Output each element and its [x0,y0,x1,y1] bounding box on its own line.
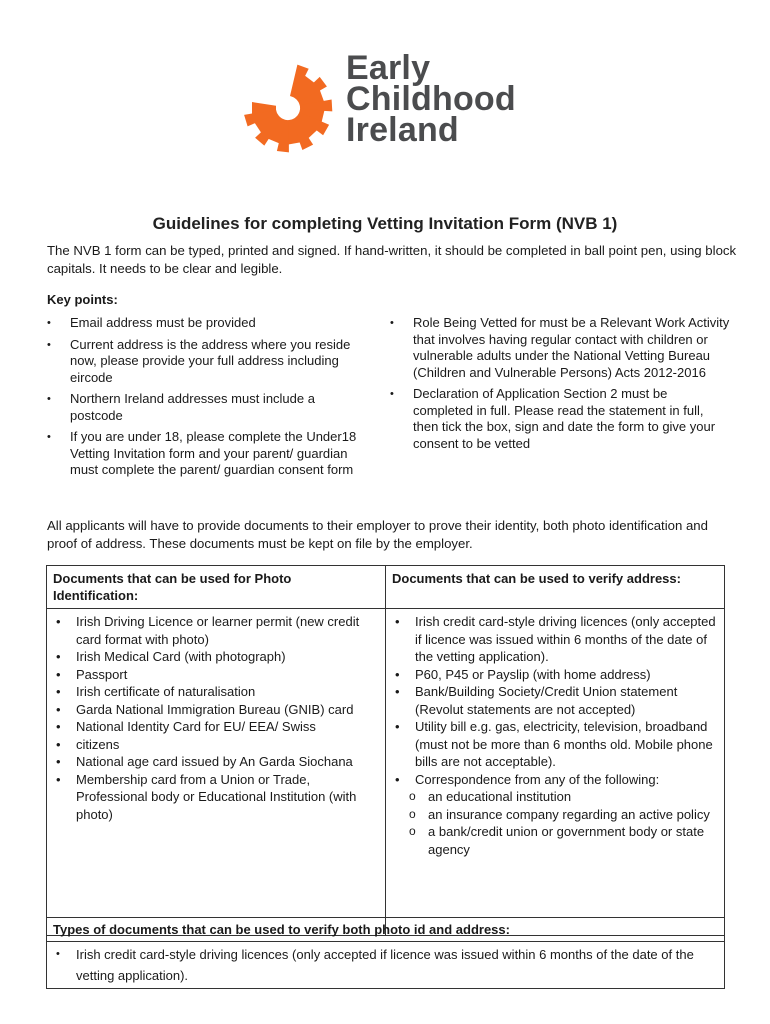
list-item: • Irish Medical Card (with photograph) [51,648,381,666]
photo-id-cell [47,609,386,936]
address-header: Documents that can be used to verify address: [386,566,725,609]
key-point: • Declaration of Application Section 2 must be completed in full. Please read the statement in full, then tick the box, sign and date the form to give your consent to be vetted [390,386,730,452]
logo-line: Ireland [346,111,459,149]
list-item: • National Identity Card for EU/ EEA/ Swiss [51,718,381,736]
list-item: • Irish credit card-style driving licences (only accepted if licence was issued within 6 months of the date of the vetting application). [390,613,720,666]
key-point: • Role Being Vetted for must be a Relevant Work Activity that involves having regular contact with children or vulnerable adults under the National Vetting Bureau (Children and Vulnerable Persons) Acts 2012-2016 [390,315,730,381]
list-item: • Irish certificate of naturalisation [51,683,381,701]
both-header: Types of documents that can be used to verify both photo id and address: [47,918,725,942]
list-item: • Irish credit card-style driving licences (only accepted if licence was issued within 6 months of the date of the vetting application). [51,944,720,986]
address-cell [386,609,725,936]
applicants-paragraph: All applicants will have to provide documents to their employer to prove their identity, both photo identification and proof of address. These documents must be kept on file by the employer. [47,518,708,551]
both-documents-table [46,917,725,989]
list-item: • Garda National Immigration Bureau (GNIB) card [51,701,381,719]
list-item: • P60, P45 or Payslip (with home address) [390,666,720,684]
sub-list-item: o an insurance company regarding an active policy [404,806,720,824]
list-item: • citizens [51,736,381,754]
list-item: • Passport [51,666,381,684]
key-point: • Current address is the address where you reside now, please provide your full address including eircode [47,337,357,387]
logo-line: Childhood [346,80,516,118]
sunburst-logo-icon [226,50,338,160]
documents-table [46,565,725,936]
logo-wordmark [346,49,516,149]
sub-list-item: o an educational institution [404,788,720,806]
key-point: • If you are under 18, please complete the Under18 Vetting Invitation form and your parent/ guardian must complete the parent/ guardian consent form [47,429,357,479]
key-point: • Northern Ireland addresses must include a postcode [47,391,357,424]
list-item: • Bank/Building Society/Credit Union statement (Revolut statements are not accepted) [390,683,720,718]
sub-list-item: o a bank/credit union or government body or state agency [404,823,720,858]
list-item: • National age card issued by An Garda Siochana [51,753,381,771]
list-item: • Irish Driving Licence or learner permit (new credit card format with photo) [51,613,381,648]
photo-id-header: Documents that can be used for Photo Identification: [47,566,386,609]
both-cell [47,942,725,989]
list-item: • Membership card from a Union or Trade, Professional body or Educational Institution (with photo) [51,771,381,824]
intro-paragraph: The NVB 1 form can be typed, printed and signed. If hand-written, it should be completed in ball point pen, using block capitals. It needs to be clear and legible. [47,243,737,276]
list-item: • Correspondence from any of the following: [390,771,720,789]
key-points-left [47,315,357,484]
key-points-right [390,315,730,457]
correspondence-sublist [404,788,720,858]
logo-line: Early [346,49,431,87]
page-title: Guidelines for completing Vetting Invitation Form (NVB 1) [152,214,618,233]
list-item: • Utility bill e.g. gas, electricity, television, broadband (must not be more than 6 months old. Mobile phone bills are not acceptable). [390,718,720,771]
logo [226,50,546,160]
key-points-heading: Key points: [47,292,118,307]
key-point: • Email address must be provided [47,315,357,332]
